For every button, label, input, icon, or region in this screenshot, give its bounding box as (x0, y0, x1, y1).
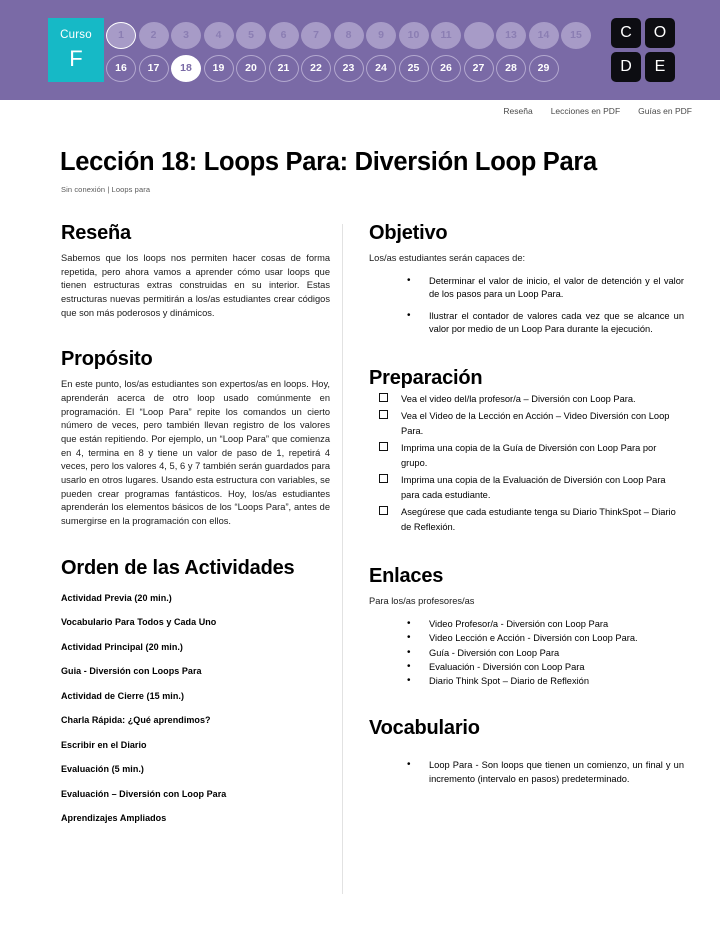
lesson-chip-6[interactable]: 6 (269, 22, 299, 49)
activity-item: Vocabulario Para Todos y Cada Uno (61, 617, 217, 628)
lesson-chip-15[interactable]: 15 (561, 22, 591, 49)
activity-item: Actividad Principal (20 min.) (61, 641, 183, 652)
utility-link[interactable]: Guías en PDF (638, 106, 692, 116)
proposito-body: En este punto, los/as estudiantes son expertos/as en loops. Hoy, aprenderán acerca de otro loop usado comúnmente en programación. El “Loop Para” repite los comandos un cierto número de veces, pero también llevan registro de los valores que están repitiendo. Por ejemplo, un “Loop Para” que comienza en 4, termina en 8 y tiene un valor de paso de 1, repetirá 4 veces, pero los valores 4, 5, 6 y 7 también serán guardados para usarlo en otros lugares. Usando esta estructura con variables, se pueden crear programas fantásticos. Hoy, los/as estudiantes aprenderán los elementos básicos de los “Loops Para”, antes de sumergirse en la programación con ellos. (61, 379, 330, 526)
lesson-chip-blank[interactable] (464, 22, 494, 49)
vocabulario-item: • Loop Para - Son loops que tienen un comienzo, un final y un incremento (intervalo en pasos) predeterminado. (407, 759, 684, 786)
section-heading-preparacion: Preparación (369, 366, 483, 389)
lesson-chip-25[interactable]: 25 (399, 55, 429, 82)
lesson-chip-27[interactable]: 27 (464, 55, 494, 82)
logo-tile-d: D (611, 52, 641, 82)
utility-link[interactable]: Lecciones en PDF (550, 106, 621, 116)
lesson-chip-18[interactable]: 18 (171, 55, 201, 82)
spacer (369, 537, 684, 565)
activity-item: Evaluación (5 min.) (61, 764, 144, 775)
lesson-chip-17[interactable]: 17 (139, 55, 169, 82)
lesson-chip-11[interactable]: 11 (431, 22, 461, 49)
lesson-chip-2[interactable]: 2 (139, 22, 169, 49)
activity-item: Aprendizajes Ampliados (61, 813, 167, 824)
section-heading-vocabulario: Vocabulario (369, 717, 480, 740)
lesson-chip-26[interactable]: 26 (431, 55, 461, 82)
activities-list (61, 594, 330, 824)
enlace-item: • Evaluación - Diversión con Loop Para (407, 661, 684, 674)
spacer (369, 345, 684, 367)
course-badge-letter: F (69, 46, 83, 72)
activity-item: Evaluación – Diversión con Loop Para (61, 788, 227, 799)
breadcrumb: Sin conexión | Loops para (61, 185, 151, 195)
left-column (28, 222, 342, 894)
logo-tile-e: E (645, 52, 675, 82)
spacer (61, 320, 330, 348)
spacer (61, 529, 330, 557)
lesson-chip-20[interactable]: 20 (236, 55, 266, 82)
lesson-chip-4[interactable]: 4 (204, 22, 234, 49)
enlaces-lead: Para los/as profesores/as (369, 596, 475, 607)
preparacion-list (379, 392, 684, 535)
code-logo[interactable] (611, 18, 675, 82)
logo-tile-c: C (611, 18, 641, 48)
lesson-chip-14[interactable]: 14 (529, 22, 559, 49)
utility-nav (503, 106, 692, 116)
course-badge-label: Curso (60, 28, 92, 41)
preparacion-item: ❯ Asegúrese que cada estudiante tenga su Diario ThinkSpot – Diario de Reflexión. (379, 505, 684, 535)
lesson-chip-9[interactable]: 9 (366, 22, 396, 49)
preparacion-item: ❯ Imprima una copia de la Evaluación de Diversión con Loop Para para cada estudiante. (379, 473, 684, 503)
lesson-row-1 (106, 20, 582, 50)
objetivo-lead: Los/as estudiantes serán capaces de: (369, 253, 526, 264)
lesson-page (0, 148, 720, 894)
lesson-chip-19[interactable]: 19 (204, 55, 234, 82)
section-heading-resena: Reseña (61, 222, 131, 245)
enlace-item: • Video Profesor/a - Diversión con Loop Para (407, 618, 684, 631)
lesson-chip-23[interactable]: 23 (334, 55, 364, 82)
lesson-chip-22[interactable]: 22 (301, 55, 331, 82)
section-heading-objetivo: Objetivo (369, 222, 448, 245)
activity-item: Charla Rápida: ¿Qué aprendimos? (61, 715, 211, 726)
right-column (343, 222, 692, 894)
preparacion-item: ❯ Vea el video del/la profesor/a – Diversión con Loop Para. (379, 392, 684, 407)
resena-body: Sabemos que los loops nos permiten hacer cosas de forma repetida, pero ahora vamos a aprender cómo usar loops que tienen estructuras extras construidas en su interior. Estas estructuras nuevas permitirán a los/as estudiantes crear códigos que son más poderosos y dinámicos. (61, 253, 330, 318)
course-header-bar (0, 0, 720, 100)
lesson-chip-13[interactable]: 13 (496, 22, 526, 49)
lesson-chip-5[interactable]: 5 (236, 22, 266, 49)
activity-item: Actividad de Cierre (15 min.) (61, 690, 184, 701)
enlaces-list (407, 618, 684, 688)
enlace-item: • Diario Think Spot – Diario de Reflexión (407, 675, 684, 688)
utility-link[interactable]: Reseña (503, 106, 533, 116)
lesson-chip-28[interactable]: 28 (496, 55, 526, 82)
preparacion-item: ❯ Vea el Video de la Lección en Acción – Video Diversión con Loop Para. (379, 409, 684, 439)
lesson-row-2 (106, 53, 576, 83)
lesson-chip-29[interactable]: 29 (529, 55, 559, 82)
enlace-item: • Guía - Diversión con Loop Para (407, 647, 684, 660)
vocabulario-list (407, 759, 684, 786)
activity-item: Guia - Diversión con Loops Para (61, 666, 202, 677)
lesson-chip-21[interactable]: 21 (269, 55, 299, 82)
course-badge[interactable] (48, 18, 104, 82)
activity-item: Actividad Previa (20 min.) (61, 592, 172, 603)
logo-tile-o: O (645, 18, 675, 48)
enlace-item: • Video Lección e Acción - Diversión con Loop Para. (407, 632, 684, 645)
lesson-chip-3[interactable]: 3 (171, 22, 201, 49)
content-columns (28, 222, 692, 894)
lesson-chip-1[interactable]: 1 (106, 22, 136, 49)
section-heading-orden: Orden de las Actividades (61, 556, 295, 579)
lesson-chip-7[interactable]: 7 (301, 22, 331, 49)
objetivo-item: • Ilustrar el contador de valores cada vez que se alcance un valor por medio de un Loop Para durante la ejecución. (407, 310, 684, 337)
objetivo-item: • Determinar el valor de inicio, el valor de detención y el valor de los pasos para un Loop Para. (407, 275, 684, 302)
objetivo-list (407, 275, 684, 337)
activity-item: Escribir en el Diario (61, 739, 147, 750)
preparacion-item: ❯ Imprima una copia de la Guía de Diversión con Loop Para por grupo. (379, 441, 684, 471)
lesson-navigation (106, 20, 582, 83)
lesson-chip-10[interactable]: 10 (399, 22, 429, 49)
lesson-chip-16[interactable]: 16 (106, 55, 136, 82)
lesson-chip-24[interactable]: 24 (366, 55, 396, 82)
section-heading-enlaces: Enlaces (369, 565, 444, 588)
section-heading-proposito: Propósito (61, 348, 153, 371)
lesson-chip-8[interactable]: 8 (334, 22, 364, 49)
spacer (369, 689, 684, 717)
page-title: Lección 18: Loops Para: Diversión Loop Para (60, 148, 597, 176)
spacer (369, 747, 684, 759)
